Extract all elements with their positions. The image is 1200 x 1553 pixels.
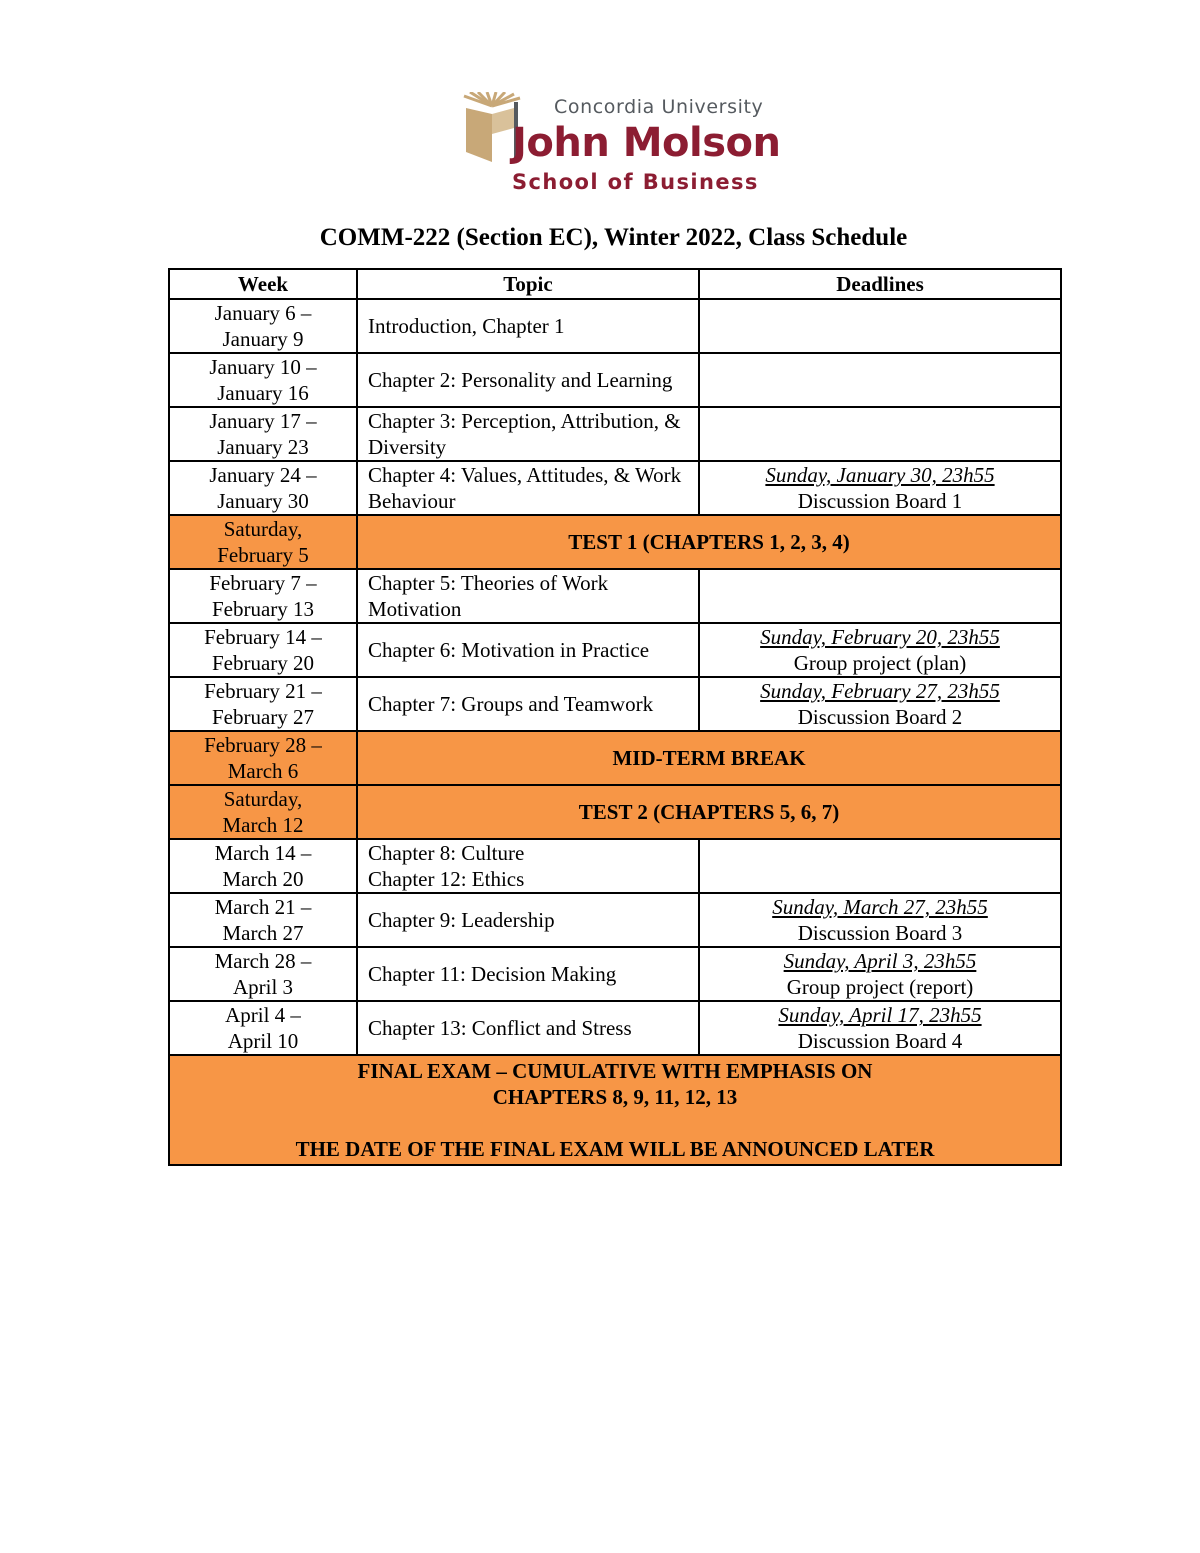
table-row [169, 893, 1061, 947]
topic-text: Chapter 3: Perception, Attribution, & Diversity [368, 409, 681, 459]
topic-text: Chapter 13: Conflict and Stress [368, 1016, 632, 1040]
event-row [169, 731, 1061, 785]
topic-cell [357, 623, 699, 677]
week-cell [169, 839, 357, 893]
topic-cell [357, 893, 699, 947]
week-cell [169, 515, 357, 569]
table-row [169, 461, 1061, 515]
topic-text: Chapter 7: Groups and Teamwork [368, 692, 654, 716]
table-header-row [169, 269, 1061, 299]
topic-cell [357, 839, 699, 893]
deadline-task: Discussion Board 3 [797, 921, 963, 945]
topic-text: Chapter 5: Theories of Work Motivation [368, 571, 609, 621]
week-line: January 9 [222, 327, 304, 351]
week-line: February 13 [211, 597, 315, 621]
week-line: March 27 [222, 921, 304, 945]
week-cell [169, 1001, 357, 1055]
column-header-week: Week [169, 269, 357, 299]
week-line: March 21 – [214, 895, 312, 919]
column-header-deadlines: Deadlines [699, 269, 1061, 299]
week-line: Saturday, [223, 517, 303, 541]
week-cell [169, 731, 357, 785]
week-cell [169, 353, 357, 407]
page-title: COMM-222 (Section EC), Winter 2022, Class Schedule [319, 224, 908, 251]
week-line: March 20 [222, 867, 304, 891]
final-exam-row [169, 1055, 1061, 1165]
table-row [169, 407, 1061, 461]
week-line: January 16 [217, 381, 309, 405]
table-row [169, 947, 1061, 1001]
deadline-task: Group project (report) [786, 975, 974, 999]
deadline-cell [699, 353, 1061, 407]
week-cell [169, 407, 357, 461]
week-line: February 5 [217, 543, 309, 567]
school-logo [462, 92, 781, 196]
topic-text: Chapter 11: Decision Making [368, 962, 617, 986]
topic-line: Chapter 8: Culture [368, 841, 525, 865]
event-name: TEST 1 (CHAPTERS 1, 2, 3, 4) [357, 515, 1061, 569]
event-name: TEST 2 (CHAPTERS 5, 6, 7) [357, 785, 1061, 839]
week-line: February 20 [211, 651, 315, 675]
deadline-cell [699, 839, 1061, 893]
deadline-date: Sunday, March 27, 23h55 [772, 895, 988, 919]
final-exam-line-2: CHAPTERS 8, 9, 11, 12, 13 [492, 1085, 738, 1109]
week-cell [169, 785, 357, 839]
topic-text: Chapter 4: Values, Attitudes, & Work Behaviour [368, 463, 682, 513]
topic-cell [357, 353, 699, 407]
topic-cell [357, 677, 699, 731]
table-row [169, 677, 1061, 731]
deadline-cell [699, 461, 1061, 515]
week-line: April 4 – [225, 1003, 301, 1027]
table-row [169, 353, 1061, 407]
topic-cell [357, 299, 699, 353]
table-row [169, 1001, 1061, 1055]
topic-text: Introduction, Chapter 1 [368, 314, 565, 338]
deadline-cell [699, 569, 1061, 623]
week-cell [169, 893, 357, 947]
deadline-date: Sunday, April 3, 23h55 [783, 949, 977, 973]
school-name: John Molson [512, 120, 781, 166]
week-line: January 24 – [209, 463, 317, 487]
week-line: February 21 – [204, 679, 322, 703]
final-exam-line-1: FINAL EXAM – CUMULATIVE WITH EMPHASIS ON [357, 1059, 873, 1083]
week-line: January 23 [217, 435, 309, 459]
final-exam-cell [169, 1055, 1061, 1165]
column-header-topic: Topic [357, 269, 699, 299]
deadline-date: Sunday, February 27, 23h55 [760, 679, 1000, 703]
deadline-task: Discussion Board 2 [797, 705, 963, 729]
deadline-cell [699, 299, 1061, 353]
week-cell [169, 623, 357, 677]
week-line: February 7 – [209, 571, 317, 595]
week-cell [169, 299, 357, 353]
topic-cell [357, 407, 699, 461]
week-line: January 30 [217, 489, 309, 513]
week-cell [169, 569, 357, 623]
week-line: Saturday, [223, 787, 303, 811]
week-line: April 3 [232, 975, 294, 999]
week-line: January 6 – [214, 301, 312, 325]
week-cell [169, 947, 357, 1001]
deadline-cell [699, 623, 1061, 677]
deadline-cell [699, 893, 1061, 947]
topic-text: Chapter 6: Motivation in Practice [368, 638, 650, 662]
deadline-cell [699, 677, 1061, 731]
deadline-cell [699, 1001, 1061, 1055]
event-row [169, 515, 1061, 569]
table-row [169, 299, 1061, 353]
topic-text: Chapter 9: Leadership [368, 908, 555, 932]
final-exam-spacer [180, 1110, 1050, 1136]
week-cell [169, 677, 357, 731]
topic-line: Chapter 12: Ethics [368, 867, 525, 891]
table-row [169, 623, 1061, 677]
event-name: MID-TERM BREAK [357, 731, 1061, 785]
schedule-body [169, 299, 1061, 1055]
week-line: February 14 – [204, 625, 322, 649]
week-line: April 10 [227, 1029, 299, 1053]
deadline-cell [699, 407, 1061, 461]
week-line: March 14 – [214, 841, 312, 865]
deadline-task: Group project (plan) [793, 651, 967, 675]
table-row [169, 839, 1061, 893]
school-subtitle: School of Business [512, 170, 759, 194]
week-line: March 12 [222, 813, 304, 837]
event-row [169, 785, 1061, 839]
week-line: March 28 – [214, 949, 312, 973]
schedule-table [168, 268, 1062, 1166]
deadline-date: Sunday, February 20, 23h55 [760, 625, 1000, 649]
deadline-date: Sunday, April 17, 23h55 [778, 1003, 982, 1027]
week-line: February 27 [211, 705, 315, 729]
deadline-task: Discussion Board 4 [797, 1029, 963, 1053]
university-name: Concordia University [554, 96, 764, 118]
week-cell [169, 461, 357, 515]
week-line: January 10 – [209, 355, 317, 379]
week-line: March 6 [227, 759, 299, 783]
week-line: January 17 – [209, 409, 317, 433]
topic-cell [357, 947, 699, 1001]
final-exam-line-3: THE DATE OF THE FINAL EXAM WILL BE ANNOUNCED LATER [295, 1137, 935, 1161]
topic-cell [357, 461, 699, 515]
week-line: February 28 – [204, 733, 322, 757]
deadline-date: Sunday, January 30, 23h55 [765, 463, 995, 487]
deadline-cell [699, 947, 1061, 1001]
table-row [169, 569, 1061, 623]
topic-cell [357, 569, 699, 623]
topic-text: Chapter 2: Personality and Learning [368, 368, 673, 392]
deadline-task: Discussion Board 1 [797, 489, 963, 513]
topic-cell [357, 1001, 699, 1055]
